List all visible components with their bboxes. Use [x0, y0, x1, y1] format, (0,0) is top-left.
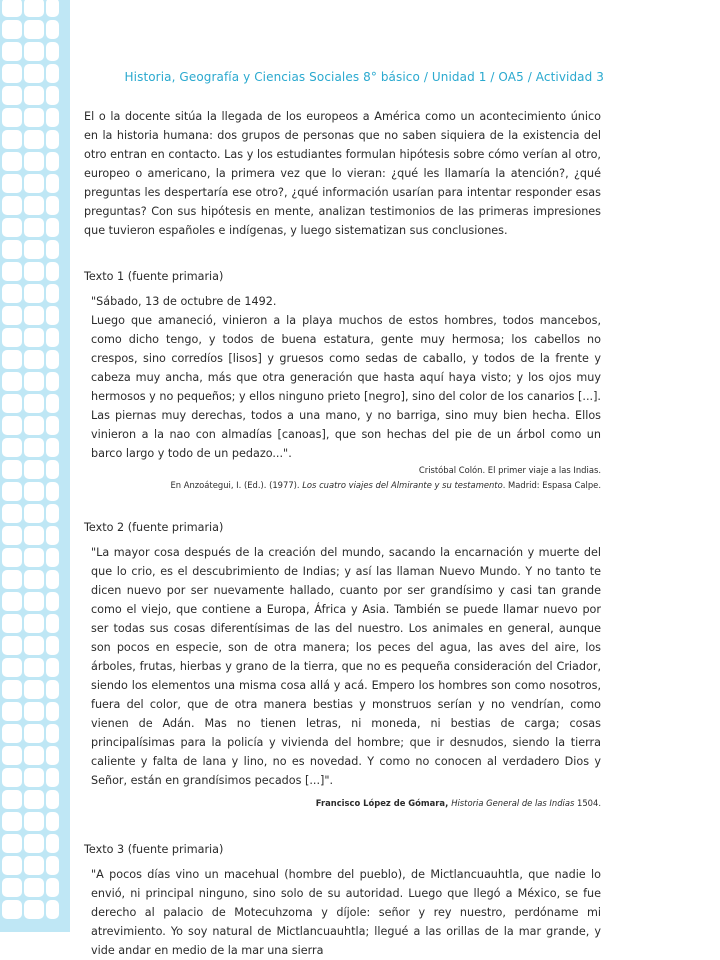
decorative-dot — [46, 64, 59, 83]
decorative-dot — [24, 570, 44, 589]
decorative-dot — [24, 878, 44, 897]
text2-citation: Francisco López de Gómara, Historia General de las Indias 1504. — [315, 798, 601, 808]
decorative-dot — [2, 130, 22, 149]
decorative-dot — [46, 86, 59, 105]
decorative-dot — [24, 900, 44, 919]
decorative-dot — [2, 614, 22, 633]
text1-citation-line1: Cristóbal Colón. El primer viaje a las Indias. — [418, 465, 601, 475]
decorative-dot — [46, 834, 59, 853]
decorative-dot — [2, 790, 22, 809]
decorative-dot — [24, 614, 44, 633]
decorative-dot — [2, 900, 22, 919]
decorative-dot — [46, 284, 59, 303]
decorative-dot — [2, 284, 22, 303]
decorative-dot — [2, 416, 22, 435]
decorative-dot — [24, 108, 44, 127]
decorative-dot — [24, 746, 44, 765]
decorative-dot — [46, 218, 59, 237]
text1-citation-line2: En Anzoátegui, I. (Ed.). (1977). Los cuatro viajes del Almirante y su testamento. Madrid: Espasa Calpe. — [170, 480, 601, 490]
decorative-dot — [24, 86, 44, 105]
decorative-dot — [24, 460, 44, 479]
text3-quote — [91, 865, 601, 960]
decorative-dot — [46, 130, 59, 149]
decorative-dot — [24, 790, 44, 809]
decorative-dot — [2, 394, 22, 413]
decorative-dot — [2, 592, 22, 611]
decorative-dot — [24, 658, 44, 677]
decorative-dot — [46, 592, 59, 611]
decorative-dot — [2, 108, 22, 127]
text1-title: Texto 1 (fuente primaria) — [84, 270, 224, 283]
decorative-dot — [46, 174, 59, 193]
decorative-dot — [46, 240, 59, 259]
decorative-dot — [24, 372, 44, 391]
decorative-dot — [24, 724, 44, 743]
decorative-dot — [24, 702, 44, 721]
decorative-dot — [2, 680, 22, 699]
decorative-dot — [46, 526, 59, 545]
decorative-dot — [46, 790, 59, 809]
decorative-dot — [2, 636, 22, 655]
decorative-dot — [46, 416, 59, 435]
decorative-dot — [2, 64, 22, 83]
decorative-dot — [2, 438, 22, 457]
decorative-dot — [24, 350, 44, 369]
decorative-dot — [2, 526, 22, 545]
decorative-dot — [2, 196, 22, 215]
decorative-dot — [24, 768, 44, 787]
decorative-dot — [2, 482, 22, 501]
decorative-dot — [2, 658, 22, 677]
decorative-dot — [46, 504, 59, 523]
decorative-dot — [46, 372, 59, 391]
decorative-dot — [2, 460, 22, 479]
decorative-dot — [46, 768, 59, 787]
decorative-dot — [24, 504, 44, 523]
text1-quote — [91, 292, 601, 463]
decorative-dot — [46, 328, 59, 347]
decorative-dot — [46, 812, 59, 831]
decorative-dot — [24, 526, 44, 545]
decorative-dot — [46, 394, 59, 413]
decorative-dot — [2, 262, 22, 281]
decorative-dot — [2, 372, 22, 391]
intro-paragraph: El o la docente sitúa la llegada de los europeos a América como un acontecimiento único en la historia humana: dos grupos de personas que no saben siquiera de la existencia del otro entran en contacto. Las y los estudiantes formulan hipótesis sobre cómo verían al otro, europeo o americano, la primera vez que lo vieran: ¿qué les llamaría la atención?, ¿qué preguntas les despertaría ese otro?, ¿qué información usarían para intentar responder esas preguntas? Con sus hipótesis en mente, analizan testimonios de las primeras impresiones que tuvieron españoles e indígenas, y luego sistematizan sus conclusiones. — [84, 110, 601, 237]
decorative-dot — [24, 856, 44, 875]
decorative-dot — [46, 548, 59, 567]
decorative-dot — [24, 482, 44, 501]
text1-body: Luego que amaneció, vinieron a la playa muchos de estos hombres, todos mancebos, como dicho tengo, y todos de buena estatura, gente muy hermosa; los cabellos no crespos, sino corredíos [lisos] y gruesos como sedas de caballo, y todos de la frente y cabeza muy ancha, más que otra generación que hasta aquí haya visto; y los ojos muy hermosos y no pequeños; y ellos ninguno prieto [negro], sino del color de los canarios [...]. Las piernas muy derechas, todos a una mano, y no barriga, sino muy bien hecha. Ellos vinieron a la nao con almadías [canoas], que son hechas del pie de un árbol como un barco largo y todo de un pedazo...". — [91, 314, 601, 460]
decorative-dot — [2, 42, 22, 61]
text2-body: "La mayor cosa después de la creación del mundo, sacando la encarnación y muerte del que lo crio, es el descubrimiento de Indias; y así las llaman Nuevo Mundo. Y no tanto te dicen nuevo por ser nuevamente hallado, cuanto por ser grandísimo y casi tan grande como el viejo, que contiene a Europa, África y Asia. También se puede llamar nuevo por ser todas sus cosas diferentísimas de las del nuestro. Los animales en general, aunque son pocos en especie, son de otra manera; los peces del agua, las aves del aire, los árboles, frutas, hierbas y grano de la tierra, que no es pequeña consideración del Criador, siendo los elementos una misma cosa allá y acá. Empero los hombres son como nosotros, fuera del color, que de otra manera bestias y monstruos serían y no vendrían, como vienen de Adán. Mas no tienen letras, ni moneda, ni bestias de carga; cosas principalísimas para la policía y vivienda del hombre; que ir desnudos, siendo la tierra caliente y falta de lana y lino, no es novedad. Y como no conocen al verdadero Dios y Señor, están en grandísimos pecados [...]". — [91, 546, 601, 787]
decorative-dot — [2, 86, 22, 105]
decorative-dot — [24, 636, 44, 655]
decorative-dot — [2, 240, 22, 259]
decorative-dot — [46, 438, 59, 457]
decorative-dot — [46, 0, 59, 17]
page-header: Historia, Geografía y Ciencias Sociales 8° básico / Unidad 1 / OA5 / Actividad 3 — [124, 70, 604, 84]
decorative-dot — [2, 856, 22, 875]
decorative-dot-strip — [0, 0, 70, 932]
decorative-dot — [24, 0, 44, 17]
decorative-dot — [2, 350, 22, 369]
text3-body: "A pocos días vino un macehual (hombre del pueblo), de Mictlancuauhtla, que nadie lo envió, ni principal ninguno, sino solo de su autoridad. Luego que llegó a México, se fue derecho al palacio de Motecuhzoma y díjole: señor y rey nuestro, perdóname mi atrevimiento. Yo soy natural de Mictlancuauhtla; llegué a las orillas de la mar grande, y vide andar en medio de la mar una sierra — [91, 868, 601, 957]
decorative-dot — [24, 64, 44, 83]
decorative-dot — [24, 438, 44, 457]
decorative-dot — [46, 460, 59, 479]
text3-title: Texto 3 (fuente primaria) — [84, 843, 224, 856]
decorative-dot — [24, 416, 44, 435]
text2-quote — [91, 543, 601, 790]
decorative-dot — [46, 856, 59, 875]
decorative-dot — [2, 152, 22, 171]
decorative-dot — [2, 812, 22, 831]
decorative-dot — [24, 592, 44, 611]
decorative-dot — [24, 174, 44, 193]
decorative-dot — [24, 284, 44, 303]
decorative-dot — [46, 482, 59, 501]
decorative-dot — [24, 218, 44, 237]
decorative-dot — [46, 614, 59, 633]
decorative-dot — [2, 702, 22, 721]
text2-title: Texto 2 (fuente primaria) — [84, 521, 224, 534]
decorative-dot — [46, 262, 59, 281]
decorative-dot — [46, 746, 59, 765]
decorative-dot — [2, 878, 22, 897]
decorative-dot — [2, 548, 22, 567]
decorative-dot — [24, 548, 44, 567]
decorative-dot — [24, 680, 44, 699]
decorative-dot — [46, 702, 59, 721]
decorative-dot — [24, 20, 44, 39]
decorative-dot — [46, 658, 59, 677]
decorative-dot — [46, 306, 59, 325]
decorative-dot — [46, 350, 59, 369]
decorative-dot — [46, 196, 59, 215]
decorative-dot — [24, 130, 44, 149]
decorative-dot — [24, 306, 44, 325]
decorative-dot — [46, 680, 59, 699]
text1-citation — [84, 463, 601, 493]
decorative-dot — [2, 746, 22, 765]
decorative-dot — [24, 328, 44, 347]
decorative-dot — [24, 42, 44, 61]
document-body — [84, 107, 601, 960]
decorative-dot — [24, 196, 44, 215]
decorative-dot — [2, 504, 22, 523]
decorative-dot — [2, 306, 22, 325]
decorative-dot — [24, 394, 44, 413]
decorative-dot — [2, 724, 22, 743]
decorative-dot — [2, 834, 22, 853]
decorative-dot — [2, 328, 22, 347]
decorative-dot — [2, 218, 22, 237]
decorative-dot — [2, 768, 22, 787]
decorative-dot — [24, 812, 44, 831]
decorative-dot — [46, 636, 59, 655]
decorative-dot — [46, 900, 59, 919]
decorative-dot — [46, 42, 59, 61]
decorative-dot — [46, 152, 59, 171]
decorative-dot — [46, 570, 59, 589]
decorative-dot — [46, 108, 59, 127]
decorative-dot — [46, 878, 59, 897]
decorative-dot — [24, 262, 44, 281]
decorative-dot — [2, 0, 22, 17]
decorative-dot — [2, 570, 22, 589]
decorative-dot — [24, 240, 44, 259]
decorative-dot — [2, 174, 22, 193]
decorative-dot — [2, 20, 22, 39]
decorative-dot — [24, 834, 44, 853]
decorative-dot — [24, 152, 44, 171]
decorative-dot — [46, 724, 59, 743]
decorative-dot — [46, 20, 59, 39]
text1-date: "Sábado, 13 de octubre de 1492. — [91, 295, 277, 308]
